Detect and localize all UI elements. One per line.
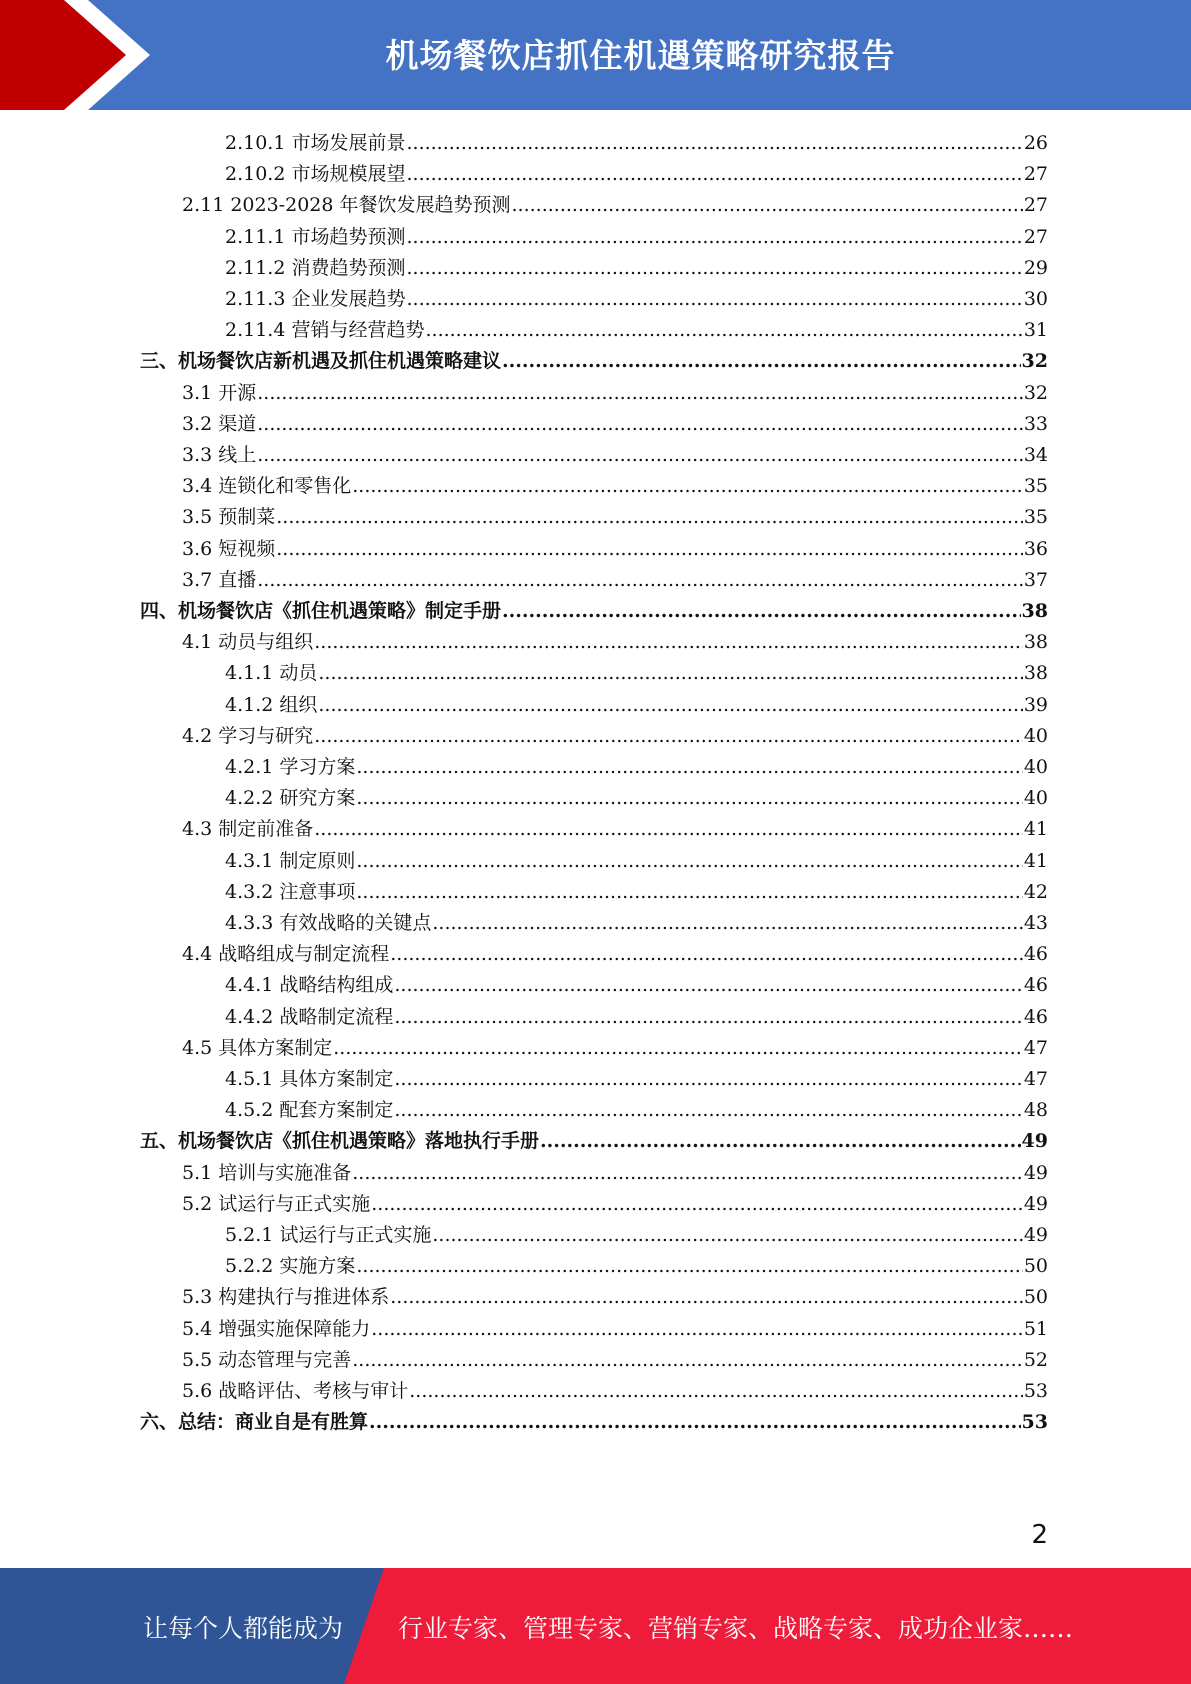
toc-entry-title: 3.5 预制菜 <box>182 506 276 529</box>
toc-entry-page: 33 <box>1023 412 1048 435</box>
toc-dot-leader <box>257 565 1023 596</box>
toc-entry-page: 31 <box>1023 319 1048 342</box>
toc-entry-page: 35 <box>1023 506 1048 529</box>
report-title: 机场餐饮店抓住机遇策略研究报告 <box>385 36 896 75</box>
toc-entry[interactable] <box>225 1002 1048 1033</box>
toc-entry[interactable] <box>182 1345 1048 1376</box>
toc-entry[interactable] <box>182 190 1048 221</box>
toc-entry[interactable] <box>140 1126 1048 1157</box>
toc-entry[interactable] <box>225 658 1048 689</box>
toc-entry[interactable] <box>225 159 1048 190</box>
toc-dot-leader <box>371 1314 1023 1345</box>
toc-entry-page: 37 <box>1023 568 1048 591</box>
toc-entry[interactable] <box>182 1314 1048 1345</box>
toc-entry-page: 43 <box>1023 912 1048 934</box>
toc-entry[interactable] <box>225 908 1048 939</box>
toc-entry[interactable] <box>182 1376 1048 1407</box>
toc-entry-title: 4.3 制定前准备 <box>182 818 314 841</box>
toc-entry-title: 4.5.2 配套方案制定 <box>225 1099 394 1122</box>
toc-dot-leader <box>356 877 1022 908</box>
toc-entry-title: 4.4 战略组成与制定流程 <box>182 943 390 966</box>
toc-entry-page: 53 <box>1023 1380 1048 1402</box>
toc-dot-leader <box>257 378 1023 409</box>
toc-entry-title: 3.3 线上 <box>182 444 257 466</box>
toc-entry-page: 51 <box>1023 1317 1048 1340</box>
toc-dot-leader <box>352 1158 1023 1189</box>
toc-entry[interactable] <box>182 1033 1048 1064</box>
toc-entry[interactable] <box>182 409 1048 440</box>
toc-dot-leader <box>394 1095 1022 1126</box>
toc-dot-leader <box>406 284 1022 315</box>
toc-entry-title: 4.4.1 战略结构组成 <box>225 974 394 997</box>
toc-dot-leader <box>356 846 1022 877</box>
page-number: 2 <box>1031 1520 1048 1550</box>
toc-entry[interactable] <box>182 378 1048 409</box>
toc-entry[interactable] <box>182 440 1048 471</box>
toc-entry-title: 5.5 动态管理与完善 <box>182 1348 352 1371</box>
toc-entry[interactable] <box>225 315 1048 346</box>
toc-dot-leader <box>318 690 1022 721</box>
toc-entry[interactable] <box>225 970 1048 1001</box>
toc-dot-leader <box>314 814 1023 845</box>
toc-entry-title: 4.3.3 有效战略的关键点 <box>225 912 432 934</box>
toc-dot-leader <box>425 315 1022 346</box>
toc-entry-page: 32 <box>1021 350 1048 373</box>
toc-dot-leader <box>356 1251 1022 1282</box>
toc-entry-title: 4.3.1 制定原则 <box>225 849 356 872</box>
toc-entry[interactable] <box>225 846 1048 877</box>
toc-entry-title: 4.4.2 战略制定流程 <box>225 1005 394 1028</box>
toc-dot-leader <box>394 1002 1022 1033</box>
toc-entry-title: 4.1 动员与组织 <box>182 631 314 654</box>
toc-entry-page: 40 <box>1023 787 1048 810</box>
toc-entry-title: 4.3.2 注意事项 <box>225 880 356 903</box>
toc-entry-title: 4.1.1 动员 <box>225 662 318 685</box>
toc-entry-page: 35 <box>1023 475 1048 498</box>
toc-entry-title: 三、机场餐饮店新机遇及抓住机遇策略建议 <box>140 350 502 373</box>
toc-entry[interactable] <box>225 253 1048 284</box>
toc-dot-leader <box>390 939 1023 970</box>
toc-entry-page: 53 <box>1021 1411 1048 1434</box>
toc-entry[interactable] <box>182 502 1048 533</box>
toc-entry-page: 39 <box>1023 693 1048 716</box>
toc-entry[interactable] <box>225 222 1048 253</box>
toc-entry-page: 26 <box>1023 132 1048 154</box>
toc-dot-leader <box>276 502 1023 533</box>
toc-entry-page: 38 <box>1021 600 1048 622</box>
toc-entry[interactable] <box>182 721 1048 752</box>
toc-dot-leader <box>406 128 1022 159</box>
toc-entry-page: 49 <box>1023 1192 1048 1215</box>
toc-entry-title: 2.11.4 营销与经营趋势 <box>225 319 425 342</box>
toc-entry-title: 五、机场餐饮店《抓住机遇策略》落地执行手册 <box>140 1130 540 1153</box>
toc-entry-page: 49 <box>1023 1161 1048 1184</box>
toc-dot-leader <box>318 658 1022 689</box>
footer-slogan-left: 让每个人都能成为 <box>143 1614 344 1643</box>
toc-entry-page: 52 <box>1023 1348 1048 1371</box>
toc-dot-leader <box>432 908 1022 939</box>
toc-entry-title: 3.7 直播 <box>182 568 257 591</box>
toc-entry-page: 40 <box>1023 724 1048 747</box>
toc-entry[interactable] <box>225 1064 1048 1095</box>
toc-entry-page: 40 <box>1023 756 1048 778</box>
toc-dot-leader <box>432 1220 1022 1251</box>
toc-entry-title: 4.5.1 具体方案制定 <box>225 1068 394 1090</box>
toc-entry[interactable] <box>225 284 1048 315</box>
toc-dot-leader <box>314 721 1023 752</box>
toc-dot-leader <box>502 596 1021 627</box>
toc-entry-title: 2.10.2 市场规模展望 <box>225 163 406 186</box>
toc-entry[interactable] <box>182 939 1048 970</box>
toc-entry-title: 5.1 培训与实施准备 <box>182 1161 352 1184</box>
toc-entry[interactable] <box>182 1189 1048 1220</box>
toc-entry-title: 4.2.2 研究方案 <box>225 787 356 810</box>
toc-entry[interactable] <box>140 1407 1048 1438</box>
toc-dot-leader <box>406 253 1022 284</box>
toc-entry-page: 29 <box>1023 256 1048 279</box>
toc-entry[interactable] <box>225 1220 1048 1251</box>
toc-dot-leader <box>390 1282 1023 1313</box>
toc-entry[interactable] <box>182 1158 1048 1189</box>
toc-dot-leader <box>356 783 1022 814</box>
toc-dot-leader <box>502 346 1021 377</box>
toc-entry-title: 3.4 连锁化和零售化 <box>182 475 352 498</box>
toc-entry-title: 四、机场餐饮店《抓住机遇策略》制定手册 <box>140 600 502 622</box>
toc-entry[interactable] <box>225 1095 1048 1126</box>
toc-entry-page: 48 <box>1023 1099 1048 1122</box>
toc-entry-title: 2.11.3 企业发展趋势 <box>225 288 406 310</box>
toc-entry[interactable] <box>182 627 1048 658</box>
toc-entry-title: 2.11.2 消费趋势预测 <box>225 256 406 279</box>
toc-entry[interactable] <box>182 565 1048 596</box>
toc-entry-page: 27 <box>1023 225 1048 248</box>
toc-dot-leader <box>257 440 1023 471</box>
toc-entry-page: 46 <box>1023 974 1048 997</box>
toc-dot-leader <box>276 534 1023 565</box>
toc-entry[interactable] <box>225 877 1048 908</box>
toc-entry-title: 3.2 渠道 <box>182 412 257 435</box>
toc-entry-title: 5.4 增强实施保障能力 <box>182 1317 371 1340</box>
toc-entry-page: 36 <box>1023 537 1048 560</box>
toc-dot-leader <box>512 190 1023 221</box>
toc-dot-leader <box>314 627 1023 658</box>
toc-dot-leader <box>257 409 1023 440</box>
toc-entry-page: 47 <box>1023 1036 1048 1059</box>
toc-entry-page: 34 <box>1023 444 1048 466</box>
toc-entry-page: 27 <box>1023 194 1048 217</box>
toc-entry-title: 2.11.1 市场趋势预测 <box>225 225 406 248</box>
toc-entry-page: 38 <box>1023 631 1048 654</box>
toc-entry[interactable] <box>182 471 1048 502</box>
toc-entry-title: 3.6 短视频 <box>182 537 276 560</box>
toc-entry[interactable] <box>182 814 1048 845</box>
toc-entry-page: 49 <box>1021 1130 1048 1153</box>
toc-dot-leader <box>394 1064 1022 1095</box>
toc-dot-leader <box>333 1033 1023 1064</box>
toc-entry-title: 4.5 具体方案制定 <box>182 1036 333 1059</box>
toc-entry[interactable] <box>225 752 1048 783</box>
toc-entry-title: 2.10.1 市场发展前景 <box>225 132 406 154</box>
toc-entry-title: 4.2.1 学习方案 <box>225 756 356 778</box>
page-header <box>0 0 1191 110</box>
toc-entry[interactable] <box>225 690 1048 721</box>
toc-entry[interactable] <box>182 534 1048 565</box>
toc-entry-page: 30 <box>1023 288 1048 310</box>
toc-entry-title: 5.2.1 试运行与正式实施 <box>225 1224 432 1246</box>
toc-entry-page: 27 <box>1023 163 1048 186</box>
toc-entry[interactable] <box>225 128 1048 159</box>
toc-dot-leader <box>406 159 1022 190</box>
toc-entry[interactable] <box>140 346 1048 377</box>
toc-entry-page: 49 <box>1023 1224 1048 1246</box>
toc-entry-title: 5.3 构建执行与推进体系 <box>182 1286 390 1309</box>
toc-entry-page: 41 <box>1023 818 1048 841</box>
toc-entry-title: 六、总结：商业自是有胜算 <box>140 1411 369 1434</box>
toc-entry-title: 2.11 2023-2028 年餐饮发展趋势预测 <box>182 194 511 217</box>
toc-entry[interactable] <box>225 1251 1048 1282</box>
page-footer <box>0 1568 1191 1684</box>
toc-dot-leader <box>406 222 1022 253</box>
toc-dot-leader <box>352 1345 1023 1376</box>
toc-entry-page: 42 <box>1023 880 1048 903</box>
toc-entry-page: 32 <box>1023 381 1048 404</box>
toc-dot-leader <box>369 1407 1021 1438</box>
toc-entry[interactable] <box>225 783 1048 814</box>
toc-dot-leader <box>540 1126 1021 1157</box>
toc-entry-page: 41 <box>1023 849 1048 872</box>
toc-entry-page: 50 <box>1023 1286 1048 1309</box>
toc-entry[interactable] <box>140 596 1048 627</box>
toc-entry-page: 38 <box>1023 662 1048 685</box>
toc-entry-page: 47 <box>1023 1068 1048 1090</box>
toc-entry-title: 4.1.2 组织 <box>225 693 318 716</box>
toc-dot-leader <box>394 970 1022 1001</box>
footer-slogan-right: 行业专家、管理专家、营销专家、战略专家、成功企业家…… <box>398 1614 1074 1643</box>
toc-dot-leader <box>356 752 1022 783</box>
toc-entry-title: 5.6 战略评估、考核与审计 <box>182 1380 409 1402</box>
toc-entry-page: 46 <box>1023 1005 1048 1028</box>
toc-entry-title: 3.1 开源 <box>182 381 257 404</box>
toc-entry-title: 5.2.2 实施方案 <box>225 1255 356 1278</box>
toc-dot-leader <box>371 1189 1023 1220</box>
toc-entry-title: 4.2 学习与研究 <box>182 724 314 747</box>
toc-entry-page: 46 <box>1023 943 1048 966</box>
toc-entry-title: 5.2 试运行与正式实施 <box>182 1192 371 1215</box>
toc-dot-leader <box>409 1376 1023 1407</box>
toc-entry[interactable] <box>182 1282 1048 1313</box>
toc-entry-page: 50 <box>1023 1255 1048 1278</box>
toc-dot-leader <box>352 471 1023 502</box>
